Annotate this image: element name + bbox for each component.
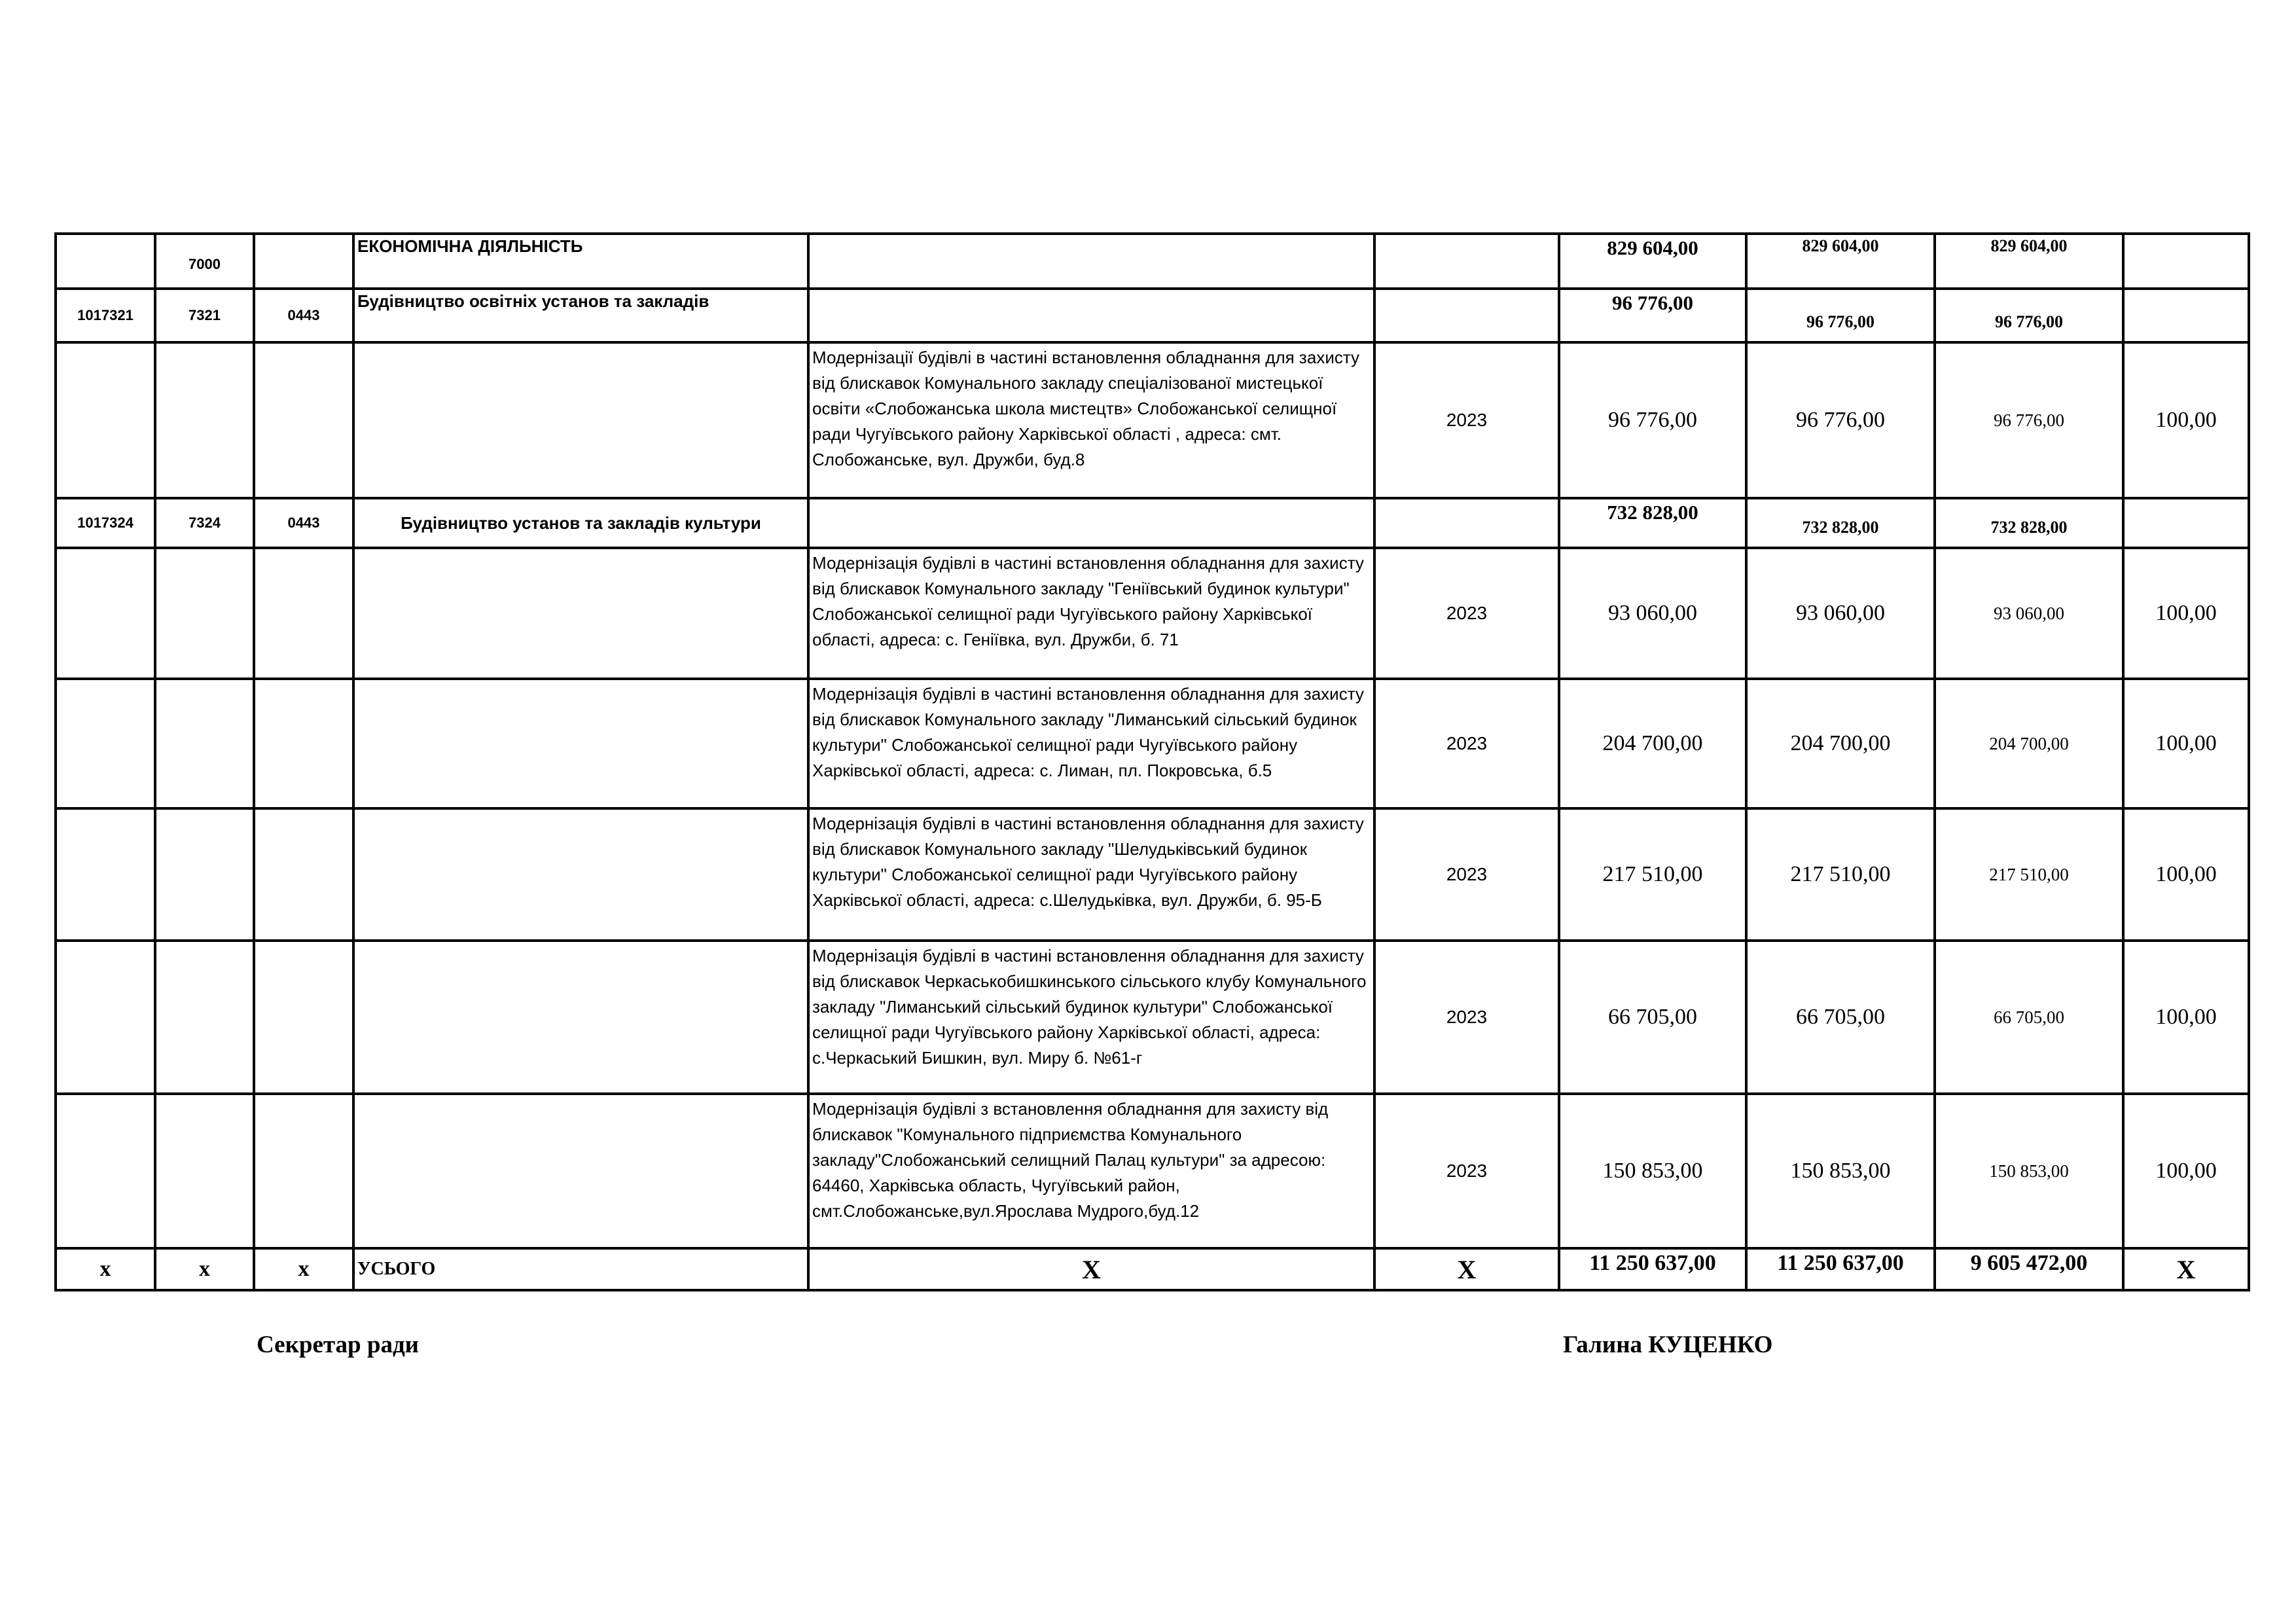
cell-pct — [2123, 234, 2249, 289]
table-row — [56, 342, 2249, 498]
cell-plan: 96 776,00 — [1746, 289, 1935, 342]
table-row — [56, 548, 2249, 679]
cell-plan: 732 828,00 — [1746, 498, 1935, 548]
cell-fin: 96 776,00 — [1935, 342, 2123, 498]
cell-plan: 66 705,00 — [1746, 941, 1935, 1094]
cell-plan: 93 060,00 — [1746, 548, 1935, 679]
table-row — [56, 289, 2249, 342]
cell-pct: 100,00 — [2123, 941, 2249, 1094]
cell-fin: 66 705,00 — [1935, 941, 2123, 1094]
cell-total: 217 510,00 — [1559, 808, 1746, 941]
cell-code3: 7000 — [155, 234, 254, 289]
cell-pct: 100,00 — [2123, 679, 2249, 808]
cell-code4: х — [254, 1248, 353, 1290]
cell-fin: 829 604,00 — [1935, 234, 2123, 289]
table-row — [56, 941, 2249, 1094]
cell-pct: 100,00 — [2123, 548, 2249, 679]
budget-table — [54, 232, 2250, 1291]
cell-plan: 150 853,00 — [1746, 1094, 1935, 1248]
cell-name: ЕКОНОМІЧНА ДІЯЛЬНІСТЬ — [353, 234, 808, 289]
cell-pct — [2123, 289, 2249, 342]
total-row — [56, 1248, 2249, 1290]
cell-code1: 1017321 — [56, 289, 155, 342]
cell-code4 — [254, 234, 353, 289]
cell-code4: 0443 — [254, 498, 353, 548]
cell-year: 2023 — [1374, 679, 1559, 808]
cell-code1: х — [56, 1248, 155, 1290]
table-row — [56, 234, 2249, 289]
cell-desc: Х — [808, 1248, 1374, 1290]
cell-desc: Модернізація будівлі в частині встановлення обладнання для захисту від блискавок Комунального закладу "Геніївський будинок культури" Слобожанської селищної ради Чугуївського району Харківської області, адреса: с. Геніївка, вул. Дружби, б. 71 — [808, 548, 1374, 679]
cell-desc: Модернізація будівлі з встановлення обладнання для захисту від блискавок "Комунального підприємства Комунального закладу"Слобожанський селищний Палац культури" за адресою: 64460, Харківська область, Чугуївський район, смт.Слобожанське,вул.Ярослава Мудрого,буд.12 — [808, 1094, 1374, 1248]
cell-pct: 100,00 — [2123, 342, 2249, 498]
cell-plan: 204 700,00 — [1746, 679, 1935, 808]
cell-plan: 11 250 637,00 — [1746, 1248, 1935, 1290]
cell-fin: 150 853,00 — [1935, 1094, 2123, 1248]
cell-year: 2023 — [1374, 1094, 1559, 1248]
cell-plan: 217 510,00 — [1746, 808, 1935, 941]
table-row — [56, 808, 2249, 941]
cell-total: 96 776,00 — [1559, 289, 1746, 342]
cell-pct — [2123, 498, 2249, 548]
table-row — [56, 498, 2249, 548]
cell-code1: 1017324 — [56, 498, 155, 548]
cell-year — [1374, 234, 1559, 289]
signatory-position: Секретар ради — [257, 1331, 419, 1358]
cell-total: 732 828,00 — [1559, 498, 1746, 548]
cell-code4: 0443 — [254, 289, 353, 342]
cell-name: Будівництво установ та закладів культури — [353, 498, 808, 548]
cell-year: Х — [1374, 1248, 1559, 1290]
cell-plan: 96 776,00 — [1746, 342, 1935, 498]
cell-year: 2023 — [1374, 548, 1559, 679]
table-row — [56, 1094, 2249, 1248]
cell-total: 96 776,00 — [1559, 342, 1746, 498]
cell-code1 — [56, 234, 155, 289]
cell-year — [1374, 289, 1559, 342]
cell-pct: Х — [2123, 1248, 2249, 1290]
total-label: УСЬОГО — [353, 1248, 808, 1290]
cell-year — [1374, 498, 1559, 548]
cell-desc: Модернізація будівлі в частині встановлення обладнання для захисту від блискавок Комунального закладу "Лиманський сільський будинок культури" Слобожанської селищної ради Чугуївського району Харківської області, адреса: с. Лиман, пл. Покровська, б.5 — [808, 679, 1374, 808]
cell-total: 11 250 637,00 — [1559, 1248, 1746, 1290]
cell-fin: 732 828,00 — [1935, 498, 2123, 548]
cell-fin: 204 700,00 — [1935, 679, 2123, 808]
cell-code3: 7324 — [155, 498, 254, 548]
cell-desc — [808, 498, 1374, 548]
cell-total: 66 705,00 — [1559, 941, 1746, 1094]
cell-desc — [808, 234, 1374, 289]
cell-code3: х — [155, 1248, 254, 1290]
cell-total: 93 060,00 — [1559, 548, 1746, 679]
cell-desc: Модернізація будівлі в частині встановлення обладнання для захисту від блискавок Комунального закладу "Шелудьківський будинок культури" Слобожанської селищної ради Чугуївського району Харківської області, адреса: с.Шелудьківка, вул. Дружби, б. 95-Б — [808, 808, 1374, 941]
cell-year: 2023 — [1374, 342, 1559, 498]
cell-fin: 217 510,00 — [1935, 808, 2123, 941]
cell-total: 150 853,00 — [1559, 1094, 1746, 1248]
cell-year: 2023 — [1374, 941, 1559, 1094]
cell-total: 204 700,00 — [1559, 679, 1746, 808]
cell-name: Будівництво освітніх установ та закладів — [353, 289, 808, 342]
cell-fin: 93 060,00 — [1935, 548, 2123, 679]
cell-desc: Модернізація будівлі в частині встановлення обладнання для захисту від блискавок Черкаськобишкинського сільського клубу Комунального закладу "Лиманський сільський будинок культури" Слобожанської селищної ради Чугуївського району Харківської області, адреса: с.Черкаський Бишкин, вул. Миру б. №61-г — [808, 941, 1374, 1094]
cell-desc — [808, 289, 1374, 342]
cell-fin: 9 605 472,00 — [1935, 1248, 2123, 1290]
cell-pct: 100,00 — [2123, 1094, 2249, 1248]
table-row — [56, 679, 2249, 808]
cell-plan: 829 604,00 — [1746, 234, 1935, 289]
signatory-name: Галина КУЦЕНКО — [1563, 1331, 1773, 1358]
cell-total: 829 604,00 — [1559, 234, 1746, 289]
cell-pct: 100,00 — [2123, 808, 2249, 941]
cell-fin: 96 776,00 — [1935, 289, 2123, 342]
cell-desc: Модернізації будівлі в частині встановлення обладнання для захисту від блискавок Комунального закладу спеціалізованої мистецької освіти «Слобожанська школа мистецтв» Слобожанської селищної ради Чугуївського району Харківської області , адреса: смт. Слобожанське, вул. Дружби, буд.8 — [808, 342, 1374, 498]
cell-code3: 7321 — [155, 289, 254, 342]
cell-year: 2023 — [1374, 808, 1559, 941]
